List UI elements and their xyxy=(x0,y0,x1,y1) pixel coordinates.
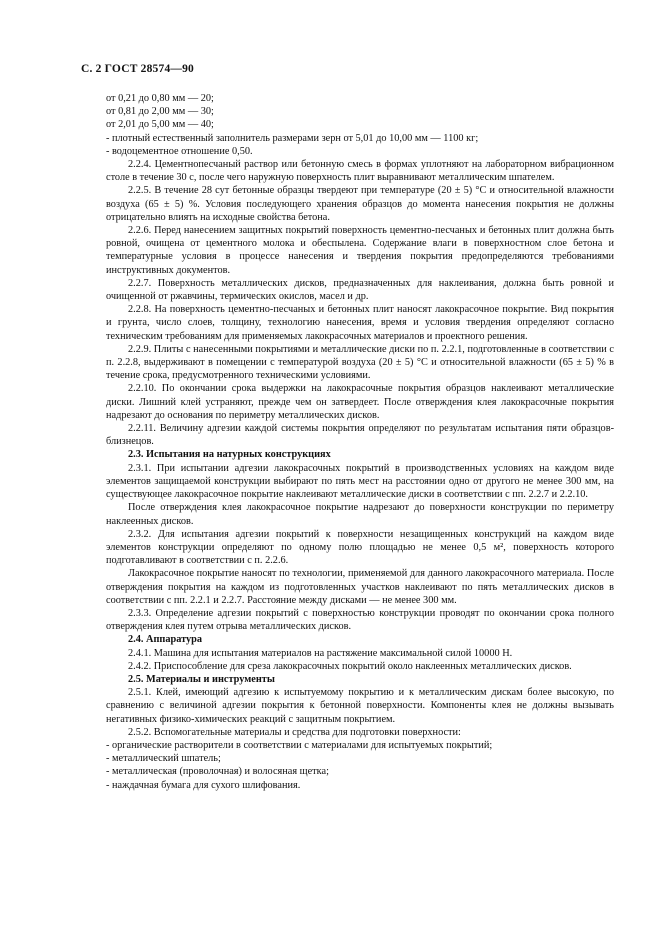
paragraph-2-2-10: 2.2.10. По окончании срока выдержки на лакокрасочные покрытия образцов наклеивают металлические диски. Лишний клей устраняют, прежде чем он затвердеет. После отверждения клея лакокрасочные покрытия надрезают до основания по периметру металлических дисков. xyxy=(106,383,614,421)
paragraph-2-3-2: 2.3.2. Для испытания адгезии покрытий к поверхности незащищенных конструкций на каждом виде элементов конструкции определяют по одному полю площадью не менее 0,5 м², поверхность которого подготавливают в соответствии с п. 2.2.6. xyxy=(106,528,614,567)
paragraph-2-2-5: 2.2.5. В течение 28 сут бетонные образцы твердеют при температуре (20 ± 5) °С и относительной влажности воздуха (65 ± 5) %. Условия последующего хранения образцов до момента нанесения покрытия не должны отрицательно влиять на исходные свойства бетона. xyxy=(106,185,614,223)
paragraph-2-2-8: 2.2.8. На поверхность цементно-песчаных и бетонных плит наносят лакокрасочное покрытие. Вид покрытия и грунта, число слоев, толщину, технологию нанесения, время и условия твердения определяют согласно техническим требованиям для применяемых лакокрасочных материалов и проектного решения. xyxy=(106,304,614,342)
document-body xyxy=(106,92,614,792)
list-item-brush: - металлическая (проволочная) и волосяная щетка; xyxy=(106,766,329,778)
paragraph-2-4-2: 2.4.2. Приспособление для среза лакокрасочных покрытий около наклеенных металлических дисков. xyxy=(128,660,572,672)
section-heading-2-5: 2.5. Материалы и инструменты xyxy=(128,673,275,685)
paragraph-2-3-1: 2.3.1. При испытании адгезии лакокрасочных покрытий в производственных условиях на каждом виде элементов защищаемой конструкции выбирают по пять мест на расстоянии одно от другого не менее 300 мм, на существующее лакокрасочное покрытие наклеивают металлические диски в соответствии с пп. 2.2.7 и 2.2.10. xyxy=(106,462,614,501)
paragraph-2-3-2-cont: Лакокрасочное покрытие наносят по технологии, применяемой для данного лакокрасочного материала. После отверждения покрытия на каждом из подготовленных участков наклеивают по пять металлических дисков в соответствии с пп. 2.2.1 и 2.2.7. Расстояние между дисками — не менее 300 мм. xyxy=(106,568,614,606)
list-item-fraction-1: от 0,21 до 0,80 мм — 20; xyxy=(106,93,214,104)
section-heading-2-4: 2.4. Аппаратура xyxy=(128,634,203,646)
paragraph-2-3-3: 2.3.3. Определение адгезии покрытий с поверхностью конструкции проводят по окончании срока полного отверждения клея путем отрыва металлических дисков. xyxy=(106,607,614,633)
paragraph-2-5-2: 2.5.2. Вспомогательные материалы и средства для подготовки поверхности: xyxy=(128,726,461,738)
list-item-water-cement: - водоцементное отношение 0,50. xyxy=(106,145,253,157)
paragraph-2-2-9: 2.2.9. Плиты с нанесенными покрытиями и металлические диски по п. 2.2.1, подготовленные в соответствии с п. 2.2.8, выдерживают в помещении с температурой воздуха (20 ± 5) °С и относительной влажности (65 ± 5) % в течение срока, предусмотренного техническими условиями. xyxy=(106,343,614,382)
list-item-fraction-3: от 2,01 до 5,00 мм — 40; xyxy=(106,119,214,131)
paragraph-2-2-6: 2.2.6. Перед нанесением защитных покрытий поверхность цементно-песчаных и бетонных плит должна быть ровной, очищена от цементного молока и обеспылена. Содержание влаги в поверхностном слое бетона и температурные условия в процессе нанесения и твердения покрытия предопределяются требованиями инструктивных документов. xyxy=(106,225,614,276)
list-item-aggregate: - плотный естественный заполнитель размерами зерн от 5,01 до 10,00 мм — 1100 кг; xyxy=(106,132,479,144)
paragraph-2-4-1: 2.4.1. Машина для испытания материалов на растяжение максимальной силой 10000 Н. xyxy=(128,647,513,659)
paragraph-2-5-1: 2.5.1. Клей, имеющий адгезию к испытуемому покрытию и к металлическим дискам более высокую, по сравнению с величиной адгезии покрытия к бетонной поверхности. Компоненты клея не должны вызывать негативных физико-химических реакций с защитным покрытием. xyxy=(106,687,614,725)
paragraph-2-3-1-cont: После отверждения клея лакокрасочное покрытие надрезают до поверхности конструкции по периметру наклеенных дисков. xyxy=(106,502,614,527)
paragraph-2-2-4: 2.2.4. Цементнопесчаный раствор или бетонную смесь в формах уплотняют на лабораторном вибрационном столе в течение 30 с, после чего наружную поверхность плит выравнивают металлическим шпателем. xyxy=(106,159,614,184)
page-header: С. 2 ГОСТ 28574—90 xyxy=(81,63,194,75)
list-item-solvents: - органические растворители в соответствии с материалами для испытуемых покрытий; xyxy=(106,739,493,751)
section-heading-2-3: 2.3. Испытания на натурных конструкциях xyxy=(128,449,331,461)
list-item-spatula: - металлический шпатель; xyxy=(106,753,221,765)
list-item-sandpaper: - наждачная бумага для сухого шлифования. xyxy=(106,779,301,791)
paragraph-2-2-11: 2.2.11. Величину адгезии каждой системы покрытия определяют по результатам испытания пяти образцов-близнецов. xyxy=(106,423,614,448)
paragraph-2-2-7: 2.2.7. Поверхность металлических дисков, предназначенных для наклеивания, должна быть ровной и очищенной от ржавчины, термических окислов, масел и др. xyxy=(106,277,614,303)
list-item-fraction-2: от 0,81 до 2,00 мм — 30; xyxy=(106,106,214,118)
